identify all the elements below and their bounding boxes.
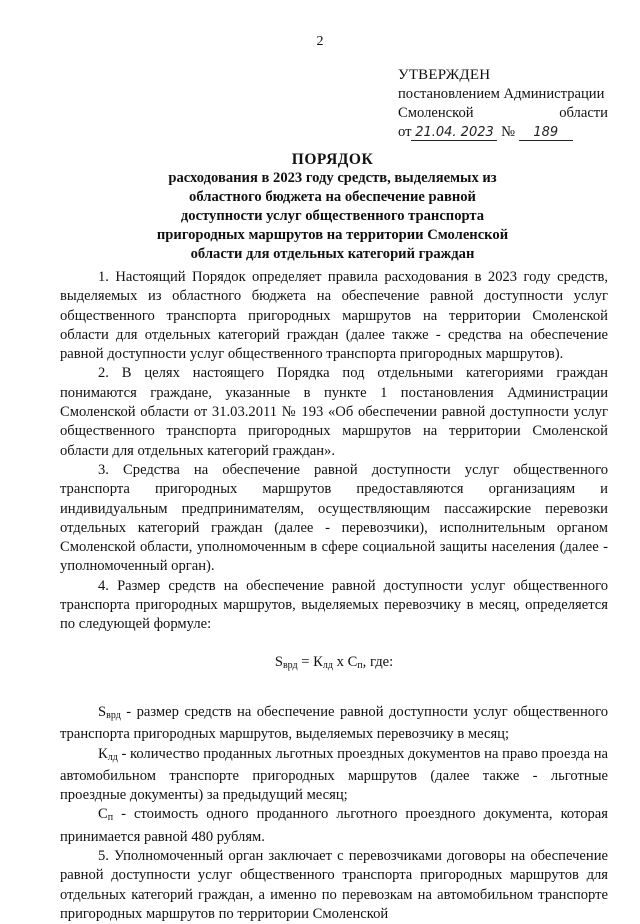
approval-line-1: постановлением Администрации	[398, 86, 605, 102]
def-text: - размер средств на обеспечение равной доступности услуг общественного транспорта пригородных маршрутов, выделяемых перевозчику в месяц;	[60, 703, 608, 743]
formula-s: S	[274, 653, 283, 670]
handwritten-date: 21.04. 2023	[411, 125, 497, 141]
paragraph-2: 2. В целях настоящего Порядка под отдельными категориями граждан понимаются граждане, указанные в пункте 1 постановления Администрации Смоленской области от 31.03.2011 № 193 «Об обеспечении равной доступности услуг общественного транспорта пригородных маршрутов на территории Смоленской области для отдельных категорий граждан».	[60, 365, 608, 459]
formula-k: К	[313, 653, 323, 670]
title-line: области для отдельных категорий граждан	[190, 246, 475, 262]
spacer	[60, 689, 608, 703]
formula	[60, 653, 608, 675]
handwritten-number: 189	[519, 125, 573, 141]
approval-title: УТВЕРЖДЕН	[398, 67, 491, 83]
document-body	[60, 268, 608, 924]
number-prefix: №	[501, 124, 516, 140]
formula-k-sub: лд	[322, 659, 333, 671]
formula-c: С	[347, 653, 358, 670]
approval-date-line	[398, 123, 608, 142]
paragraph-1: 1. Настоящий Порядок определяет правила расходования в 2023 году средств, выделяемых из областного бюджета на обеспечение равной доступности услуг общественного транспорта пригородных маршрутов на территории Смоленской области для отдельных категорий граждан (далее также - средства на обеспечение равной доступности услуг общественного транспорта пригородных маршрутов).	[60, 269, 608, 363]
approval-block	[398, 66, 608, 142]
paragraph-3: 3. Средства на обеспечение равной доступности услуг общественного транспорта пригородных маршрутов предоставляются организациям и индивидуальным предпринимателям, осуществляющим пассажирские перевозки отдельных категорий граждан (далее - перевозчики), исполнительным органом Смоленской области, уполномоченным в сфере социальной защиты населения (далее - уполномоченный орган).	[60, 461, 608, 575]
page-number: 2	[316, 34, 324, 49]
title-line: пригородных маршрутов на территории Смоленской	[156, 227, 509, 243]
formula-tail: , где:	[362, 653, 394, 670]
paragraph-4: 4. Размер средств на обеспечение равной доступности услуг общественного транспорта пригородных маршрутов, выделяемых перевозчику в месяц, определяется по следующей формуле:	[60, 577, 608, 633]
definition-s	[60, 703, 608, 745]
approval-line-2	[398, 104, 608, 123]
definition-k	[60, 745, 608, 806]
formula-c-sub: п	[357, 659, 363, 671]
title-line: доступности услуг общественного транспорта	[180, 208, 485, 224]
formula-times: х	[332, 653, 348, 670]
def-subscript: лд	[107, 751, 118, 763]
def-text: - стоимость одного проданного льготного проездного документа, которая принимается равной 480 рублям.	[60, 806, 608, 845]
document-title	[60, 150, 605, 264]
def-subscript: п	[107, 812, 114, 824]
title-line: расходования в 2023 году средств, выделяемых из	[168, 170, 497, 186]
formula-s-sub: врд	[282, 659, 298, 671]
def-text: - количество проданных льготных проездных документов на право проезда на автомобильном транспорте пригородных маршрутов (далее также - льготные проездные документы) за предыдущий месяц;	[60, 745, 608, 804]
approval-oblast: области	[559, 105, 608, 121]
definition-c	[60, 805, 608, 847]
title-line: областного бюджета на обеспечение равной	[189, 189, 476, 205]
date-prefix: от	[398, 124, 412, 140]
approval-region: Смоленской	[398, 105, 474, 121]
def-subscript: врд	[106, 709, 121, 721]
formula-equals: =	[297, 653, 314, 670]
def-symbol: S	[98, 703, 107, 720]
title-heading: ПОРЯДОК	[291, 151, 374, 168]
paragraph-5: 5. Уполномоченный орган заключает с перевозчиками договоры на обеспечение равной доступности услуг общественного транспорта пригородных маршрутов для отдельных категорий граждан, а именно по перевозкам на автомобильном транспорте пригородных маршрутов по территории Смоленской	[60, 848, 608, 922]
def-symbol: К	[98, 745, 108, 762]
def-symbol: С	[98, 806, 108, 823]
